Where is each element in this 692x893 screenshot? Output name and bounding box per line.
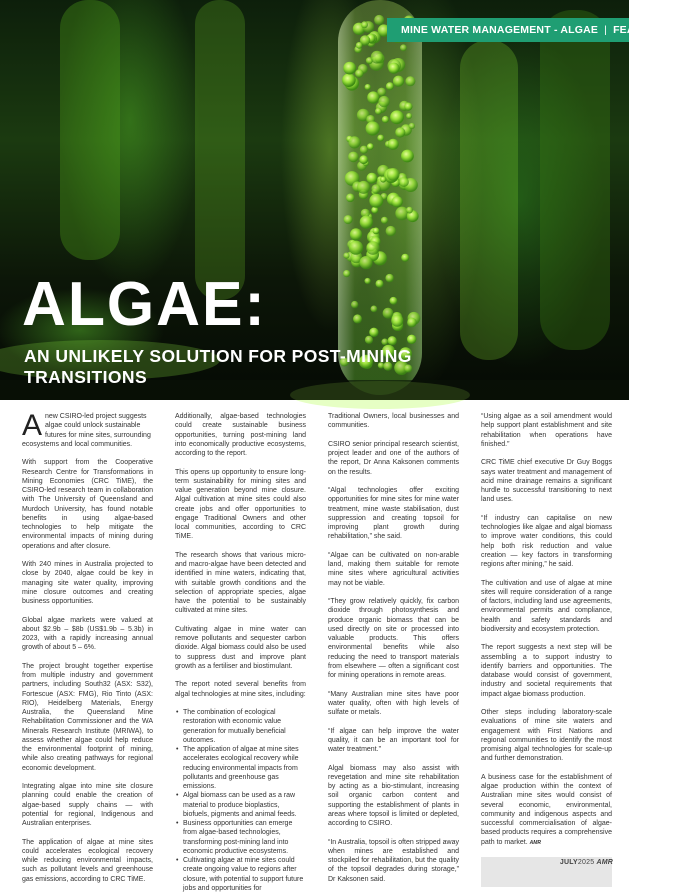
algae-bead	[407, 335, 416, 344]
paragraph: “Using algae as a soil amendment would help support plant establishment and site rehabilitation when operations have finished.”	[481, 413, 612, 448]
algae-bead	[388, 139, 399, 150]
algae-bead	[374, 15, 384, 25]
list-item: • The application of algae at mine sites accelerates ecological recovery while reducing environmental impacts from pollutants and greenhouse gas emissions.	[175, 745, 306, 791]
algae-bead	[378, 96, 389, 107]
article-column-4	[481, 412, 612, 852]
algae-bead	[356, 42, 363, 49]
algae-bead	[366, 241, 380, 255]
algae-bead	[399, 177, 409, 187]
algae-bead	[407, 318, 417, 328]
algae-bead	[388, 336, 397, 345]
algae-bead	[365, 278, 371, 284]
algae-bead	[392, 196, 403, 207]
algae-bead	[400, 44, 407, 51]
paragraph: CSIRO senior principal research scientist, project leader and one of the authors of the report, Dr Anna Kaksonen comments on the results.	[328, 440, 459, 476]
paragraph: The project brought together expertise from multiple industry and government partners, including South32 (ASX: S32), Fortescue (ASX: FMG), Rio Tinto (ASX: RIO), Heidelberg Materials, Energy Australia, the Queensland Mine Rehabilitation Commissioner and the WA Minerals Research Institute (MRIWA), to assess whether algae could help reduce the environmental footprint of mining, while also creating pathways for regional economic development.	[22, 662, 153, 772]
drop-cap: A	[22, 409, 43, 442]
algae-bead	[371, 306, 378, 313]
paragraph: Other steps including laboratory-scale evaluations of mine site waters and engagement with First Nations and regional communities to identify the most promising algal technologies for scale-up and further demonstration.	[481, 709, 612, 763]
article-column-2	[175, 412, 306, 892]
algae-bead	[342, 73, 356, 87]
paragraph: Global algae markets were valued at about $2.9b – $8b (US$1.9b – 5.3b) in 2023, with a rapidly increasing annual growth of about 5 – 6%.	[22, 616, 153, 652]
algae-bead	[401, 150, 414, 163]
paragraph: Additionally, algae-based technologies could create sustainable business opportunities, turning post-mining land into economically productive ecosystems, according to the report.	[175, 413, 306, 457]
algae-bead	[390, 297, 398, 305]
algae-bead	[377, 88, 386, 97]
algae-bead	[383, 308, 394, 319]
algae-bead	[369, 194, 383, 208]
lead-paragraph: Anew CSIRO-led project suggests algae could unlock sustainable futures for mine sites, surrounding ecosystems and local communities.	[22, 409, 151, 448]
algae-bead	[359, 155, 368, 164]
paragraph: The report noted several benefits from algal technologies at mine sites, including:	[175, 681, 306, 698]
paragraph: Integrating algae into mine site closure planning could enable the creation of algae-based supply chains — with potential for regional, Indigenous and Australian enterprises.	[22, 783, 153, 827]
paragraph: “Many Australian mine sites have poor water quality, often with high levels of sulfate or metals.	[328, 690, 459, 716]
subheadline: AN UNLIKELY SOLUTION FOR POST-MINING TRANSITIONS	[24, 346, 412, 387]
paragraph: The application of algae at mine sites could accelerates ecological recovery while reducing environmental impacts, such as pollutant levels and greenhouse gas emissions, according to CRC TiME.	[22, 838, 153, 883]
algae-bead	[380, 176, 386, 182]
paragraph: With 240 mines in Australia projected to close by 2040, algae could be key in managing site water quality, improving mine closure outcomes and creating business opportunities.	[22, 561, 153, 605]
algae-bead	[381, 217, 388, 224]
algae-bead	[385, 274, 393, 282]
algae-bead	[387, 168, 400, 181]
list-item: • Business opportunities can emerge from algae-based technologies, transforming post-mining land into economic productive ecosystems.	[175, 819, 306, 856]
end-mark: AMR	[529, 839, 542, 846]
section-category: FEATURE	[613, 24, 664, 36]
algae-bead	[373, 228, 380, 235]
algae-bead	[393, 76, 404, 87]
algae-bead	[349, 241, 363, 255]
algae-bead	[355, 69, 363, 77]
algae-bead	[344, 215, 353, 224]
algae-bead	[360, 146, 368, 154]
algae-bead	[404, 103, 412, 111]
header-separator: |	[604, 24, 608, 36]
algae-bead	[369, 328, 378, 337]
page-footer	[560, 859, 613, 866]
algae-bead	[371, 184, 380, 193]
paragraph: “If algae can help improve the water quality, it can be an important tool for water treatment.”	[328, 727, 459, 753]
algae-bead	[346, 194, 355, 203]
list-item: • The combination of ecological restoration with economic value generation for mutually beneficial outcomes.	[175, 708, 306, 745]
algae-bead	[375, 108, 382, 115]
paragraph: With support from the Cooperative Research Centre for Transformations in Mining Economies (CRC TiME), the CSIRO-led research team in collaboration with The University of Queensland and Murdoch University, has found notable benefits in using algae-based technologies to help mitigate the environmental impacts of mining during operations and after closure.	[22, 459, 153, 550]
algae-bead	[386, 226, 396, 236]
footer-magazine: AMR	[596, 859, 613, 866]
algae-bead	[406, 207, 413, 214]
footer-month: JULY	[559, 859, 578, 866]
paragraph: The cultivation and use of algae at mine sites will require consideration of a range of factors, including land use agreements, environmental permits and compliance, health and safety standards and biodiversity and ecosystem protection.	[481, 579, 612, 633]
page-number: 29	[680, 24, 692, 36]
algae-bead	[366, 121, 380, 135]
benefits-list	[175, 708, 306, 893]
paragraph: “They grow relatively quickly, fix carbon dioxide through photosynthesis and produce organic biomass that can be used directly on site or processed into valuable products. This offers environmental benefits while also reducing the need to transport materials from elsewhere — often a significant cost for mining operations in remote areas.	[328, 598, 459, 679]
algae-bead	[365, 336, 373, 344]
paragraph: “Algae can be cultivated on non-arable land, making them suitable for remote mine sites where agricultural activities may not be viable.	[328, 551, 459, 587]
algae-bead	[343, 62, 356, 75]
header-separator: |	[669, 24, 673, 36]
paragraph: Cultivating algae in mine water can remove pollutants and sequester carbon dioxide. Algal biomass could also be used to suppress dust and improve plant growth as a fertiliser and biostimulant.	[175, 625, 306, 670]
algae-bead	[367, 173, 378, 184]
paragraph: A business case for the establishment of algae production within the context of Australian mine sites would consist of several economic, environmental, community and indigenous aspects and successful commercialisation of algae-based products requires a comprehensive path to market. AMR	[481, 773, 612, 846]
algae-bead	[365, 84, 371, 90]
algae-bead	[348, 152, 359, 163]
algae-bead	[381, 339, 388, 346]
paragraph: “If industry can capitalise on new technologies like algae and algal biomass to improve water conditions, this could help both risk reduction and value creation — key factors in transforming regions after mining,” he said.	[481, 514, 612, 568]
list-item: • Algal biomass can be used as a raw material to produce bioplastics, biofuels, pigments and animal feeds.	[175, 791, 306, 819]
algae-bead	[406, 113, 412, 119]
footer-year: 2025	[577, 859, 595, 866]
paragraph: Traditional Owners, local businesses and communities.	[328, 413, 459, 430]
algae-bead	[357, 181, 370, 194]
hero-image	[0, 0, 692, 400]
algae-bead	[361, 21, 368, 28]
algae-bead	[360, 216, 373, 229]
algae-bead	[390, 110, 404, 124]
algae-bead	[409, 123, 415, 129]
algae-bead	[377, 135, 384, 142]
algae-bead	[351, 301, 358, 308]
algae-bead	[386, 82, 394, 90]
section-title: MINE WATER MANAGEMENT - ALGAE	[401, 24, 599, 36]
list-item: • Cultivating algae at mine sites could create ongoing value to regions after closure, with potential to support future jobs and opportunities for	[175, 856, 306, 893]
algae-bead	[343, 253, 349, 259]
section-header-bar	[387, 18, 692, 42]
paragraph: “Algal technologies offer exciting opportunities for mine sites for mine water treatment, mine waste stabilisation, dust suppression and creating topsoil for improving plant growth during rehabilitation,” she said.	[328, 487, 459, 541]
algae-bead	[353, 314, 362, 323]
article-column-1	[22, 409, 153, 883]
algae-bead	[343, 270, 350, 277]
algae-bead	[376, 280, 384, 288]
paragraph: The report suggests a next step will be assembling a to support industry to identify barriers and opportunities. The database would consist of government, industry and societal requirements that impact algae biomass production.	[481, 644, 612, 698]
algae-bead	[405, 76, 415, 86]
algae-bead	[360, 256, 373, 269]
algae-bead	[348, 136, 360, 148]
algae-bead	[371, 51, 384, 64]
algae-bead	[350, 228, 362, 240]
headline: ALGAE:	[22, 270, 267, 339]
algae-bead	[395, 127, 405, 137]
paragraph: CRC TiME chief executive Dr Guy Boggs says water treatment and management of acid mine drainage remains a significant hurdle to successful transitioning to next land uses.	[481, 459, 612, 504]
algae-bead	[391, 315, 403, 327]
paragraph: The research shows that various micro- and macro-algae have been detected and identified in mine waters, indicating that, with suitable growth conditions and the selection of appropriate species, algae have the potential to be sustainably cultivated at mine sites.	[175, 551, 306, 615]
paragraph: This opens up opportunity to ensure long-term sustainability for mining sites and value generation beyond mine closure. Algal cultivation at mine sites could also create jobs and offer opportunities to engage Traditional Owners and other local communities, according to CRC TiME.	[175, 468, 306, 541]
algae-bead	[382, 116, 389, 123]
paragraph: Algal biomass may also assist with revegetation and mine site rehabilitation by acting as a bio-stimulant, increasing soil organic carbon content and supporting the establishment of plants in areas where topsoil is limited or depleted, according to CSIRO.	[328, 764, 459, 827]
test-tube-illustration	[0, 0, 629, 400]
article-column-3	[328, 412, 459, 883]
paragraph: “In Australia, topsoil is often stripped away when mines are established and stockpiled for rehabilitation, but the quality of the topsoil degrades during storage,” Dr Kaksonen said.	[328, 838, 459, 883]
algae-bead	[388, 63, 399, 74]
algae-bead	[401, 254, 409, 262]
